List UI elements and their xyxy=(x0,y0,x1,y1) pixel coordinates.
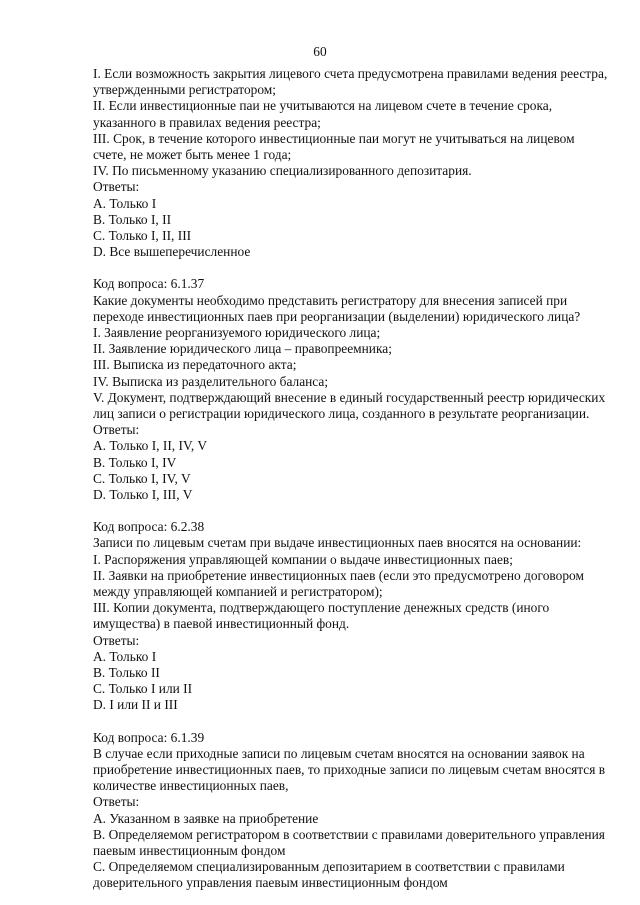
text-line: II. Если инвестиционные паи не учитываются на лицевом счете в течение срока, xyxy=(93,98,553,114)
text-line: A. Указанном в заявке на приобретение xyxy=(93,810,319,826)
text-line: B. Только I, IV xyxy=(93,454,177,470)
question-block xyxy=(93,276,606,503)
text-line: III. Копии документа, подтверждающего поступление денежных средств (иного xyxy=(93,600,550,616)
text-line: Код вопроса: 6.2.38 xyxy=(93,519,205,535)
text-line: A. Только I, II, IV, V xyxy=(93,438,208,454)
question-continuation xyxy=(93,66,608,260)
text-line: Какие документы необходимо представить регистратору для внесения записей при xyxy=(93,292,568,308)
text-line: I. Заявление реорганизуемого юридического лица; xyxy=(93,325,381,340)
page-content xyxy=(93,66,608,892)
text-line: II. Заявление юридического лица – правопреемника; xyxy=(93,341,392,357)
text-line: D. Все вышеперечисленное xyxy=(93,244,251,260)
text-line: Ответы: xyxy=(93,794,140,810)
text-line: IV. Выписка из разделительного баланса; xyxy=(93,373,329,389)
text-line: A. Только I xyxy=(93,195,157,211)
text-line: Ответы: xyxy=(93,632,140,648)
text-line: указанного в правилах ведения реестра; xyxy=(93,114,321,130)
text-line: B. Только I, II xyxy=(93,211,172,227)
text-line: C. Определяемом специализированным депозитарием в соответствии с правилами xyxy=(93,859,565,875)
text-line: Код вопроса: 6.1.37 xyxy=(93,276,205,292)
text-line: I. Если возможность закрытия лицевого счета предусмотрена правилами ведения реестра, xyxy=(93,66,608,81)
text-line: Ответы: xyxy=(93,179,140,195)
text-line: утвержденными регистратором; xyxy=(93,82,277,98)
question-block xyxy=(93,729,606,892)
text-line: Ответы: xyxy=(93,422,140,438)
text-line: D. I или II и III xyxy=(93,697,178,713)
text-line: В случае если приходные записи по лицевым счетам вносятся на основании заявок на xyxy=(93,745,585,761)
text-line: имущества) в паевой инвестиционный фонд. xyxy=(93,616,350,632)
text-line: Код вопроса: 6.1.39 xyxy=(93,729,205,745)
text-line: доверительного управления паевым инвестиционным фондом xyxy=(93,875,448,891)
text-line: количестве инвестиционных паев, xyxy=(93,778,289,794)
text-line: D. Только I, III, V xyxy=(93,486,193,502)
text-line: C. Только I или II xyxy=(93,681,193,697)
block-spacer xyxy=(93,260,593,276)
text-line: паевым инвестиционным фондом xyxy=(93,843,286,858)
text-line: IV. По письменному указанию специализированного депозитария. xyxy=(93,163,472,179)
text-line: III. Выписка из передаточного акта; xyxy=(93,357,297,373)
text-line: Записи по лицевым счетам при выдаче инвестиционных паев вносятся на основании: xyxy=(93,535,582,551)
text-line: лиц записи о регистрации юридического лица, созданного в результате реорганизации. xyxy=(93,405,590,421)
question-block xyxy=(93,519,593,713)
text-line: B. Только II xyxy=(93,664,160,680)
text-line: между управляющей компанией и регистратором); xyxy=(93,584,383,599)
block-spacer xyxy=(93,503,593,519)
text-line: переходе инвестиционных паев при реорганизации (выделении) юридического лица? xyxy=(93,308,581,324)
text-line: приобретение инвестиционных паев, то приходные записи по лицевым счетам вносятся в xyxy=(93,762,606,778)
text-line: счете, не может быть менее 1 года; xyxy=(93,146,292,162)
text-line: C. Только I, IV, V xyxy=(93,470,191,486)
text-line: III. Срок, в течение которого инвестиционные паи могут не учитываться на лицевом xyxy=(93,130,575,146)
text-line: I. Распоряжения управляющей компании о выдаче инвестиционных паев; xyxy=(93,551,513,567)
text-line: A. Только I xyxy=(93,648,157,664)
text-line: II. Заявки на приобретение инвестиционных паев (если это предусмотрено договором xyxy=(93,567,584,583)
block-spacer xyxy=(93,714,593,730)
text-line: B. Определяемом регистратором в соответствии с правилами доверительного управления xyxy=(93,826,605,842)
page-number: 60 xyxy=(313,44,327,59)
text-line: C. Только I, II, III xyxy=(93,227,192,243)
text-line: V. Документ, подтверждающий внесение в единый государственный реестр юридических xyxy=(93,389,606,405)
